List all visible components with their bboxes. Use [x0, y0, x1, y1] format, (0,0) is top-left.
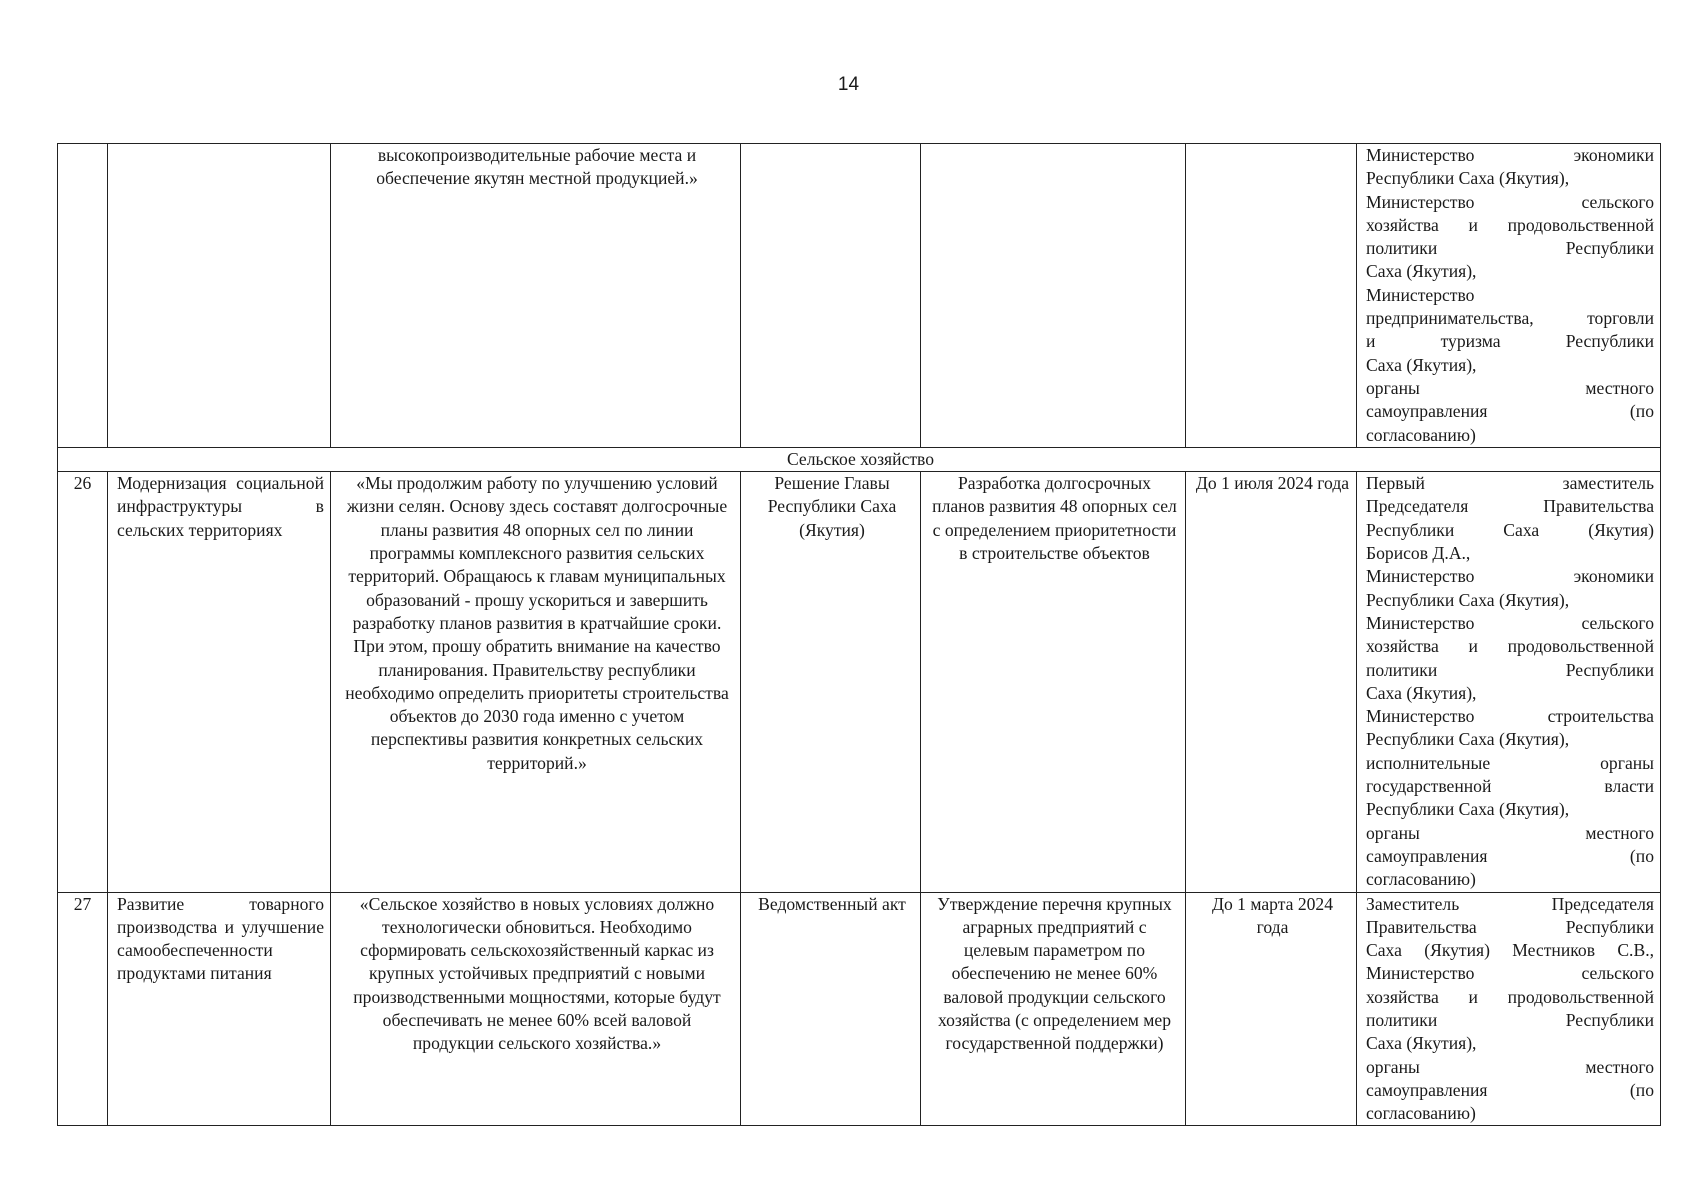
result-cell: [921, 144, 1186, 448]
responsible-line: самоуправления (по: [1366, 401, 1654, 422]
responsible-line: органы местного: [1366, 822, 1654, 843]
responsible-line: самоуправления (по: [1366, 845, 1654, 866]
responsible-line: исполнительные органы: [1366, 752, 1654, 773]
responsible-line: самоуправления (по: [1366, 1079, 1654, 1100]
plan-table: [57, 143, 1661, 1126]
responsible-cell: [1357, 892, 1661, 1126]
act-form-cell: [741, 144, 921, 448]
responsible-line: согласованию): [1366, 424, 1476, 445]
responsible-line: государственной власти: [1366, 776, 1654, 797]
responsible-cell: [1357, 144, 1661, 448]
responsible-line: Председателя Правительства: [1366, 496, 1654, 517]
responsible-line: Первый заместитель: [1366, 473, 1654, 494]
quote-cell: «Сельское хозяйство в новых условиях должно технологически обновиться. Необходимо сформировать сельскохозяйственный каркас из крупных устойчивых предприятий с новыми производственными мощностями, которые будут обеспечивать не менее 60% всей валовой продукции сельского хозяйства.»: [331, 892, 741, 1126]
direction-cell: [108, 144, 331, 448]
table-row: [58, 892, 1661, 1126]
responsible-line: Министерство строительства: [1366, 706, 1654, 727]
quote-cell: «Мы продолжим работу по улучшению условий жизни селян. Основу здесь составят долгосрочные планы развития 48 опорных сел по линии программы комплексного развития сельских территорий. Обращаюсь к главам муниципальных образований - прошу ускориться и завершить разработку планов развития в кратчайшие сроки. При этом, прошу обратить внимание на качество планирования. Правительству республики необходимо определить приоритеты строительства объектов до 2030 года именно с учетом перспективы развития конкретных сельских территорий.»: [331, 472, 741, 892]
section-row: [58, 447, 1661, 471]
responsible-line: органы местного: [1366, 377, 1654, 398]
responsible-line: Министерство сельского: [1366, 612, 1654, 633]
responsible-line: Республики Саха (Якутия),: [1366, 168, 1570, 189]
responsible-line: политики Республики: [1366, 1009, 1654, 1030]
responsible-line: Республики Саха (Якутия): [1366, 519, 1654, 540]
responsible-line: Саха (Якутия),: [1366, 682, 1477, 703]
responsible-line: согласованию): [1366, 1103, 1476, 1124]
table-row: [58, 472, 1661, 892]
responsible-line: хозяйства и продовольственной: [1366, 636, 1654, 657]
responsible-line: политики Республики: [1366, 238, 1654, 259]
result-cell: Разработка долгосрочных планов развития 48 опорных сел с определением приоритетности в строительстве объектов: [921, 472, 1186, 892]
direction-cell: Развитие товарного производства и улучшение самообеспеченности продуктами питания: [108, 892, 331, 1126]
responsible-line: Саха (Якутия),: [1366, 261, 1477, 282]
responsible-line: Саха (Якутия),: [1366, 1033, 1477, 1054]
responsible-line: Саха (Якутия) Местников С.В.,: [1366, 940, 1654, 961]
responsible-line: Республики Саха (Якутия),: [1366, 589, 1570, 610]
row-number: 27: [58, 892, 108, 1126]
act-form-cell: Ведомственный акт: [741, 892, 921, 1126]
responsible-line: хозяйства и продовольственной: [1366, 986, 1654, 1007]
responsible-line: Министерство сельского: [1366, 963, 1654, 984]
section-title: Сельское хозяйство: [58, 447, 1661, 471]
direction-cell: Модернизация социальной инфраструктуры в сельских территориях: [108, 472, 331, 892]
responsible-line: и туризма Республики: [1366, 331, 1654, 352]
page-number: 14: [837, 74, 860, 95]
responsible-line: Министерство экономики: [1366, 145, 1654, 165]
responsible-line: Министерство экономики: [1366, 566, 1654, 587]
responsible-cell: [1357, 472, 1661, 892]
responsible-line: согласованию): [1366, 869, 1476, 890]
responsible-line: Министерство сельского: [1366, 191, 1654, 212]
continuation-row: [58, 144, 1661, 448]
responsible-line: Республики Саха (Якутия),: [1366, 799, 1570, 820]
responsible-line: политики Республики: [1366, 659, 1654, 680]
responsible-line: Министерство: [1366, 284, 1475, 305]
result-cell: Утверждение перечня крупных аграрных предприятий с целевым параметром по обеспечению не менее 60% валовой продукции сельского хозяйства (с определением мер государственной поддержки): [921, 892, 1186, 1126]
quote-cell: высокопроизводительные рабочие места и обеспечение якутян местной продукцией.»: [331, 144, 741, 448]
responsible-line: Республики Саха (Якутия),: [1366, 729, 1570, 750]
deadline-cell: [1186, 144, 1357, 448]
responsible-line: хозяйства и продовольственной: [1366, 214, 1654, 235]
responsible-line: Правительства Республики: [1366, 916, 1654, 937]
act-form-cell: Решение Главы Республики Саха (Якутия): [741, 472, 921, 892]
deadline-cell: До 1 марта 2024 года: [1186, 892, 1357, 1126]
row-number-cell: [58, 144, 108, 448]
responsible-line: предпринимательства, торговли: [1366, 308, 1654, 329]
responsible-line: органы местного: [1366, 1056, 1654, 1077]
responsible-line: Заместитель Председателя: [1366, 893, 1654, 914]
responsible-line: Саха (Якутия),: [1366, 354, 1477, 375]
deadline-cell: До 1 июля 2024 года: [1186, 472, 1357, 892]
responsible-line: Борисов Д.А.,: [1366, 543, 1471, 564]
row-number: 26: [58, 472, 108, 892]
